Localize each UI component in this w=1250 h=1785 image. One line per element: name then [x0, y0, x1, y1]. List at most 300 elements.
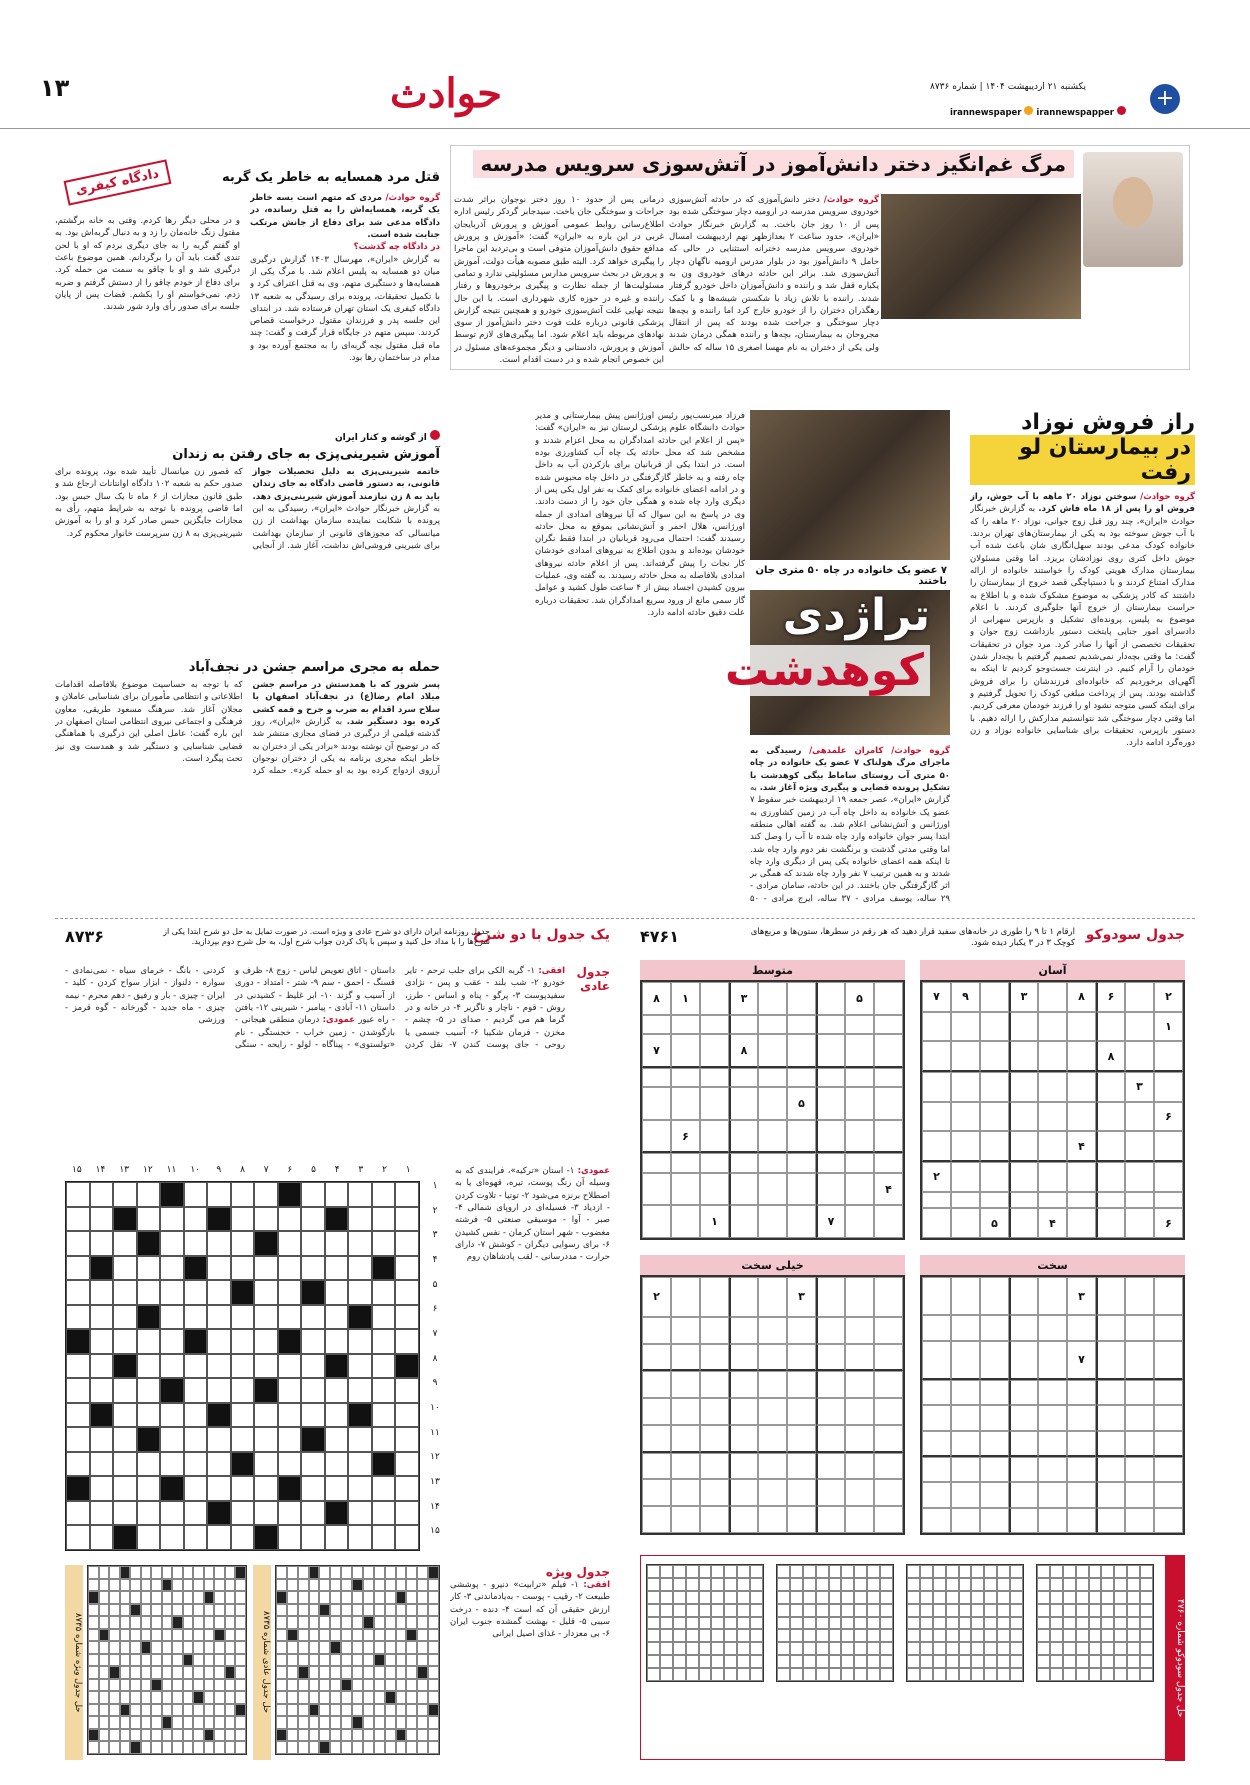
sudoku-cell[interactable]	[980, 1482, 1009, 1507]
crossword-cell[interactable]	[137, 1256, 161, 1281]
sudoku-cell[interactable]	[922, 1192, 951, 1209]
sudoku-cell[interactable]: ۸	[1096, 1041, 1125, 1072]
sudoku-cell[interactable]	[642, 1398, 671, 1425]
sudoku-cell[interactable]	[1096, 1341, 1125, 1380]
crossword-cell[interactable]	[184, 1427, 208, 1452]
crossword-cell[interactable]	[231, 1329, 255, 1354]
sudoku-cell[interactable]	[642, 1344, 671, 1372]
crossword-cell[interactable]	[325, 1525, 349, 1550]
crossword-cell[interactable]	[231, 1305, 255, 1330]
crossword-cell[interactable]	[90, 1354, 114, 1379]
crossword-cell[interactable]	[160, 1280, 184, 1305]
sudoku-cell[interactable]	[642, 1317, 671, 1344]
sudoku-cell[interactable]	[758, 1205, 787, 1238]
sudoku-cell[interactable]	[1067, 1482, 1096, 1507]
sudoku-cell[interactable]: ۵	[845, 982, 874, 1015]
sudoku-cell[interactable]	[642, 1087, 671, 1120]
sudoku-cell[interactable]	[1009, 1131, 1038, 1162]
crossword-cell[interactable]	[184, 1525, 208, 1550]
crossword-cell[interactable]	[325, 1305, 349, 1330]
sudoku-cell[interactable]: ۳	[729, 982, 758, 1015]
sudoku-cell[interactable]	[729, 1087, 758, 1120]
crossword-cell[interactable]	[325, 1403, 349, 1428]
sudoku-cell[interactable]	[787, 1120, 816, 1154]
crossword-cell[interactable]	[301, 1476, 325, 1501]
sudoku-cell[interactable]	[700, 1173, 729, 1206]
sudoku-cell[interactable]	[700, 1506, 729, 1533]
crossword-cell[interactable]	[160, 1452, 184, 1477]
crossword-cell[interactable]	[66, 1231, 90, 1256]
plus-icon[interactable]: +	[1150, 84, 1180, 114]
sudoku-cell[interactable]: ۴	[1038, 1208, 1067, 1238]
sudoku-cell[interactable]	[922, 1012, 951, 1042]
crossword-cell[interactable]	[348, 1256, 372, 1281]
sudoku-cell[interactable]	[816, 1479, 845, 1506]
sudoku-cell[interactable]: ۴	[874, 1173, 903, 1206]
crossword-cell[interactable]	[254, 1354, 278, 1379]
crossword-cell[interactable]	[254, 1182, 278, 1207]
sudoku-cell[interactable]	[729, 1506, 758, 1533]
sudoku-cell[interactable]	[671, 1453, 700, 1480]
sudoku-cell[interactable]	[1154, 1277, 1183, 1315]
sudoku-cell[interactable]	[922, 1482, 951, 1507]
crossword-cell[interactable]	[90, 1501, 114, 1526]
sudoku-cell[interactable]	[980, 1457, 1009, 1482]
sudoku-cell[interactable]	[729, 1317, 758, 1344]
sudoku-cell[interactable]	[951, 1131, 980, 1162]
sudoku-cell[interactable]	[874, 1153, 903, 1173]
sudoku-cell[interactable]	[1067, 1457, 1096, 1482]
crossword-cell[interactable]	[231, 1403, 255, 1428]
crossword-cell[interactable]	[231, 1354, 255, 1379]
sudoku-cell[interactable]	[922, 1508, 951, 1533]
sudoku-cell[interactable]: ۱	[671, 982, 700, 1015]
sudoku-cell[interactable]	[951, 1380, 980, 1405]
crossword-cell[interactable]	[395, 1378, 419, 1403]
sudoku-cell[interactable]: ۶	[1154, 1208, 1183, 1238]
crossword-cell[interactable]	[113, 1403, 137, 1428]
sudoku-cell[interactable]: ۲	[642, 1277, 671, 1317]
sudoku-cell[interactable]	[1038, 1192, 1067, 1209]
crossword-cell[interactable]	[348, 1427, 372, 1452]
crossword-cell[interactable]	[372, 1207, 396, 1232]
sudoku-cell[interactable]	[1038, 1041, 1067, 1072]
sudoku-cell[interactable]	[1154, 1457, 1183, 1482]
sudoku-cell[interactable]	[1038, 982, 1067, 1012]
sudoku-cell[interactable]	[922, 1277, 951, 1315]
crossword-cell[interactable]	[137, 1501, 161, 1526]
crossword-cell[interactable]	[90, 1427, 114, 1452]
sudoku-cell[interactable]	[874, 1398, 903, 1425]
sudoku-cell[interactable]	[1096, 1012, 1125, 1042]
sudoku-cell[interactable]	[700, 1425, 729, 1453]
crossword-cell[interactable]	[231, 1182, 255, 1207]
sudoku-cell[interactable]	[922, 1041, 951, 1072]
crossword-cell[interactable]	[372, 1231, 396, 1256]
sudoku-cell[interactable]	[1038, 1482, 1067, 1507]
crossword-cell[interactable]	[160, 1329, 184, 1354]
sudoku-cell[interactable]	[758, 1120, 787, 1154]
sudoku-cell[interactable]	[758, 1015, 787, 1035]
sudoku-cell[interactable]	[1067, 1041, 1096, 1072]
sudoku-cell[interactable]	[700, 1087, 729, 1120]
sudoku-cell[interactable]	[729, 1015, 758, 1035]
crossword-cell[interactable]	[372, 1305, 396, 1330]
sudoku-cell[interactable]	[874, 1120, 903, 1154]
crossword-cell[interactable]	[90, 1378, 114, 1403]
sudoku-cell[interactable]	[758, 1173, 787, 1206]
crossword-cell[interactable]	[278, 1501, 302, 1526]
sudoku-cell[interactable]	[1009, 1041, 1038, 1072]
crossword-cell[interactable]	[325, 1427, 349, 1452]
crossword-cell[interactable]	[90, 1525, 114, 1550]
sudoku-cell[interactable]	[729, 1479, 758, 1506]
sudoku-cell[interactable]	[671, 1506, 700, 1533]
sudoku-cell[interactable]	[816, 1087, 845, 1120]
crossword-cell[interactable]	[90, 1182, 114, 1207]
sudoku-cell[interactable]	[816, 1120, 845, 1154]
crossword-cell[interactable]	[395, 1403, 419, 1428]
sudoku-cell[interactable]	[758, 1034, 787, 1068]
crossword-cell[interactable]	[90, 1280, 114, 1305]
crossword-cell[interactable]	[184, 1354, 208, 1379]
sudoku-cell[interactable]	[951, 1072, 980, 1102]
sudoku-cell[interactable]	[951, 1405, 980, 1430]
crossword-cell[interactable]	[90, 1452, 114, 1477]
sudoku-cell[interactable]	[1154, 1482, 1183, 1507]
sudoku-cell[interactable]	[1096, 1208, 1125, 1238]
crossword-cell[interactable]	[278, 1378, 302, 1403]
sudoku-cell[interactable]: ۷	[922, 982, 951, 1012]
crossword-cell[interactable]	[348, 1231, 372, 1256]
crossword-cell[interactable]	[231, 1256, 255, 1281]
sudoku-cell[interactable]	[787, 1034, 816, 1068]
sudoku-cell[interactable]	[1009, 1315, 1038, 1340]
crossword-cell[interactable]	[348, 1280, 372, 1305]
crossword-cell[interactable]	[278, 1305, 302, 1330]
sudoku-cell[interactable]	[671, 1398, 700, 1425]
sudoku-cell[interactable]	[874, 1317, 903, 1344]
sudoku-cell[interactable]	[1125, 1102, 1154, 1132]
crossword-cell[interactable]	[231, 1525, 255, 1550]
sudoku-cell[interactable]	[700, 1371, 729, 1398]
sudoku-cell[interactable]	[1125, 982, 1154, 1012]
sudoku-cell[interactable]	[700, 1034, 729, 1068]
sudoku-cell[interactable]	[816, 982, 845, 1015]
crossword-cell[interactable]	[395, 1280, 419, 1305]
crossword-cell[interactable]	[372, 1354, 396, 1379]
crossword-cell[interactable]	[66, 1354, 90, 1379]
sudoku-cell[interactable]	[1067, 1192, 1096, 1209]
crossword-cell[interactable]	[301, 1501, 325, 1526]
sudoku-cell[interactable]	[874, 1015, 903, 1035]
crossword-cell[interactable]	[395, 1501, 419, 1526]
sudoku-cell[interactable]	[1009, 1508, 1038, 1533]
crossword-cell[interactable]	[137, 1452, 161, 1477]
sudoku-cell[interactable]	[951, 1192, 980, 1209]
sudoku-cell[interactable]	[1009, 1380, 1038, 1405]
sudoku-cell[interactable]	[787, 1153, 816, 1173]
crossword-cell[interactable]	[348, 1329, 372, 1354]
crossword-cell[interactable]	[160, 1207, 184, 1232]
sudoku-cell[interactable]	[922, 1380, 951, 1405]
sudoku-cell[interactable]	[816, 1068, 845, 1088]
sudoku-cell[interactable]	[1067, 1102, 1096, 1132]
sudoku-cell[interactable]: ۱	[700, 1205, 729, 1238]
crossword-cell[interactable]	[113, 1256, 137, 1281]
crossword-cell[interactable]	[372, 1329, 396, 1354]
sudoku-cell[interactable]	[700, 1344, 729, 1372]
crossword-cell[interactable]	[207, 1427, 231, 1452]
sudoku-cell[interactable]	[787, 1398, 816, 1425]
sudoku-cell[interactable]	[1038, 1072, 1067, 1102]
crossword-cell[interactable]	[66, 1182, 90, 1207]
sudoku-cell[interactable]	[980, 1508, 1009, 1533]
sudoku-cell[interactable]	[758, 1371, 787, 1398]
sudoku-cell[interactable]	[845, 1344, 874, 1372]
sudoku-cell[interactable]	[700, 1317, 729, 1344]
crossword-cell[interactable]	[348, 1207, 372, 1232]
sudoku-cell[interactable]	[1154, 1431, 1183, 1457]
crossword-cell[interactable]	[137, 1280, 161, 1305]
crossword-cell[interactable]	[137, 1403, 161, 1428]
sudoku-cell[interactable]	[1038, 1341, 1067, 1380]
sudoku-cell[interactable]	[700, 982, 729, 1015]
sudoku-cell[interactable]	[1067, 1072, 1096, 1102]
sudoku-cell[interactable]	[642, 1120, 671, 1154]
crossword-cell[interactable]	[395, 1452, 419, 1477]
crossword-cell[interactable]	[395, 1182, 419, 1207]
crossword-cell[interactable]	[113, 1280, 137, 1305]
crossword-cell[interactable]	[184, 1305, 208, 1330]
sudoku-cell[interactable]	[1067, 1208, 1096, 1238]
sudoku-cell[interactable]	[874, 1506, 903, 1533]
crossword-cell[interactable]	[207, 1256, 231, 1281]
sudoku-cell[interactable]	[700, 1068, 729, 1088]
sudoku-cell[interactable]	[1096, 1457, 1125, 1482]
sudoku-cell[interactable]	[758, 1317, 787, 1344]
sudoku-cell[interactable]	[874, 1344, 903, 1372]
crossword-cell[interactable]	[231, 1427, 255, 1452]
sudoku-cell[interactable]	[951, 1341, 980, 1380]
crossword-cell[interactable]	[113, 1305, 137, 1330]
crossword-grid[interactable]	[65, 1181, 420, 1551]
sudoku-cell[interactable]	[951, 1012, 980, 1042]
sudoku-cell[interactable]	[787, 1015, 816, 1035]
sudoku-cell[interactable]	[922, 1208, 951, 1238]
sudoku-cell[interactable]	[671, 1425, 700, 1453]
sudoku-cell[interactable]	[922, 1405, 951, 1430]
crossword-cell[interactable]	[278, 1207, 302, 1232]
crossword-cell[interactable]	[395, 1207, 419, 1232]
crossword-cell[interactable]	[137, 1207, 161, 1232]
sudoku-cell[interactable]	[951, 1457, 980, 1482]
sudoku-cell[interactable]	[671, 1034, 700, 1068]
sudoku-cell[interactable]: ۵	[787, 1087, 816, 1120]
crossword-cell[interactable]	[90, 1329, 114, 1354]
sudoku-cell[interactable]	[874, 1479, 903, 1506]
crossword-cell[interactable]	[278, 1354, 302, 1379]
crossword-cell[interactable]	[395, 1329, 419, 1354]
crossword-cell[interactable]	[254, 1256, 278, 1281]
sudoku-cell[interactable]	[671, 1087, 700, 1120]
sudoku-cell[interactable]	[700, 1277, 729, 1317]
crossword-cell[interactable]	[160, 1403, 184, 1428]
crossword-cell[interactable]	[254, 1305, 278, 1330]
sudoku-cell[interactable]	[1096, 1102, 1125, 1132]
crossword-cell[interactable]	[184, 1182, 208, 1207]
sudoku-cell[interactable]	[1009, 1102, 1038, 1132]
sudoku-cell[interactable]	[1154, 1508, 1183, 1533]
sudoku-cell[interactable]	[1096, 1072, 1125, 1102]
sudoku-cell[interactable]	[980, 1431, 1009, 1457]
sudoku-cell[interactable]	[980, 1072, 1009, 1102]
sudoku-cell[interactable]	[758, 1344, 787, 1372]
sudoku-cell[interactable]	[980, 1102, 1009, 1132]
sudoku-cell[interactable]	[671, 1317, 700, 1344]
sudoku-cell[interactable]	[787, 1506, 816, 1533]
sudoku-cell[interactable]	[980, 982, 1009, 1012]
crossword-cell[interactable]	[207, 1452, 231, 1477]
crossword-cell[interactable]	[160, 1231, 184, 1256]
crossword-cell[interactable]	[348, 1476, 372, 1501]
crossword-cell[interactable]	[113, 1476, 137, 1501]
crossword-cell[interactable]	[207, 1329, 231, 1354]
sudoku-cell[interactable]	[980, 1162, 1009, 1192]
sudoku-cell[interactable]	[845, 1015, 874, 1035]
crossword-cell[interactable]	[254, 1403, 278, 1428]
crossword-cell[interactable]	[160, 1305, 184, 1330]
sudoku-cell[interactable]	[1067, 1380, 1096, 1405]
crossword-cell[interactable]	[207, 1525, 231, 1550]
sudoku-cell[interactable]	[951, 1102, 980, 1132]
sudoku-cell[interactable]	[951, 1208, 980, 1238]
crossword-cell[interactable]	[66, 1501, 90, 1526]
sudoku-cell[interactable]	[758, 1453, 787, 1480]
social-links[interactable]	[950, 106, 1126, 118]
sudoku-cell[interactable]	[845, 1068, 874, 1088]
sudoku-cell[interactable]	[758, 1479, 787, 1506]
sudoku-cell[interactable]	[1009, 1012, 1038, 1042]
sudoku-cell[interactable]	[1154, 1315, 1183, 1340]
sudoku-cell[interactable]	[1154, 1072, 1183, 1102]
sudoku-cell[interactable]	[845, 1205, 874, 1238]
sudoku-cell[interactable]: ۳	[787, 1277, 816, 1317]
sudoku-cell[interactable]	[671, 1068, 700, 1088]
sudoku-cell[interactable]	[700, 1398, 729, 1425]
sudoku-cell[interactable]	[980, 1341, 1009, 1380]
sudoku-cell[interactable]	[671, 1371, 700, 1398]
sudoku-cell[interactable]	[1096, 1162, 1125, 1192]
sudoku-cell[interactable]	[1096, 1431, 1125, 1457]
sudoku-cell[interactable]	[980, 1041, 1009, 1072]
sudoku-cell[interactable]	[1154, 1041, 1183, 1072]
sudoku-cell[interactable]	[1096, 1508, 1125, 1533]
crossword-cell[interactable]	[254, 1280, 278, 1305]
sudoku-cell[interactable]	[758, 1087, 787, 1120]
sudoku-cell[interactable]	[1038, 1012, 1067, 1042]
crossword-cell[interactable]	[90, 1476, 114, 1501]
sudoku-cell[interactable]	[922, 1457, 951, 1482]
crossword-cell[interactable]	[372, 1182, 396, 1207]
sudoku-cell[interactable]	[1009, 1162, 1038, 1192]
crossword-cell[interactable]	[301, 1231, 325, 1256]
sudoku-cell[interactable]	[1009, 1072, 1038, 1102]
sudoku-cell[interactable]	[642, 1068, 671, 1088]
sudoku-cell[interactable]	[787, 1453, 816, 1480]
sudoku-cell[interactable]	[1096, 1277, 1125, 1315]
crossword-cell[interactable]	[207, 1280, 231, 1305]
crossword-cell[interactable]	[160, 1427, 184, 1452]
sudoku-cell[interactable]: ۵	[980, 1208, 1009, 1238]
sudoku-cell[interactable]	[1125, 1131, 1154, 1162]
sudoku-cell[interactable]	[729, 1205, 758, 1238]
sudoku-cell[interactable]	[1009, 1482, 1038, 1507]
sudoku-cell[interactable]	[845, 1317, 874, 1344]
sudoku-cell[interactable]: ۶	[671, 1120, 700, 1154]
crossword-cell[interactable]	[113, 1427, 137, 1452]
crossword-cell[interactable]	[395, 1427, 419, 1452]
sudoku-cell[interactable]	[951, 1508, 980, 1533]
crossword-cell[interactable]	[184, 1207, 208, 1232]
sudoku-cell[interactable]	[642, 1205, 671, 1238]
crossword-cell[interactable]	[301, 1207, 325, 1232]
crossword-cell[interactable]	[184, 1476, 208, 1501]
sudoku-cell[interactable]: ۳	[1067, 1277, 1096, 1315]
crossword-cell[interactable]	[301, 1452, 325, 1477]
sudoku-cell[interactable]	[980, 1380, 1009, 1405]
sudoku-cell[interactable]	[729, 1425, 758, 1453]
sudoku-cell[interactable]	[816, 1277, 845, 1317]
crossword-cell[interactable]	[137, 1476, 161, 1501]
sudoku-cell[interactable]	[845, 1120, 874, 1154]
sudoku-cell[interactable]	[700, 1479, 729, 1506]
sudoku-cell[interactable]: ۸	[1067, 982, 1096, 1012]
crossword-cell[interactable]	[113, 1329, 137, 1354]
sudoku-cell[interactable]	[874, 1068, 903, 1088]
sudoku-cell[interactable]	[642, 1015, 671, 1035]
sudoku-cell[interactable]: ۳	[1009, 982, 1038, 1012]
sudoku-cell[interactable]	[642, 1506, 671, 1533]
crossword-cell[interactable]	[278, 1256, 302, 1281]
crossword-cell[interactable]	[254, 1501, 278, 1526]
crossword-cell[interactable]	[278, 1231, 302, 1256]
crossword-cell[interactable]	[184, 1280, 208, 1305]
sudoku-cell[interactable]	[671, 1153, 700, 1173]
crossword-cell[interactable]	[207, 1354, 231, 1379]
sudoku-cell[interactable]	[951, 1482, 980, 1507]
crossword-cell[interactable]	[160, 1501, 184, 1526]
crossword-cell[interactable]	[395, 1525, 419, 1550]
sudoku-cell[interactable]	[1096, 1405, 1125, 1430]
sudoku-cell[interactable]	[845, 1173, 874, 1206]
sudoku-cell[interactable]	[1038, 1277, 1067, 1315]
sudoku-cell[interactable]	[1009, 1341, 1038, 1380]
sudoku-cell[interactable]	[671, 1205, 700, 1238]
sudoku-cell[interactable]	[980, 1277, 1009, 1315]
sudoku-cell[interactable]	[729, 1398, 758, 1425]
sudoku-cell[interactable]	[1125, 1012, 1154, 1042]
crossword-cell[interactable]	[231, 1378, 255, 1403]
sudoku-cell[interactable]	[758, 1068, 787, 1088]
sudoku-cell[interactable]	[671, 1173, 700, 1206]
crossword-cell[interactable]	[372, 1403, 396, 1428]
sudoku-cell[interactable]	[845, 1425, 874, 1453]
sudoku-cell[interactable]	[922, 1341, 951, 1380]
sudoku-cell[interactable]: ۸	[729, 1034, 758, 1068]
sudoku-cell[interactable]	[1038, 1405, 1067, 1430]
crossword-cell[interactable]	[348, 1354, 372, 1379]
